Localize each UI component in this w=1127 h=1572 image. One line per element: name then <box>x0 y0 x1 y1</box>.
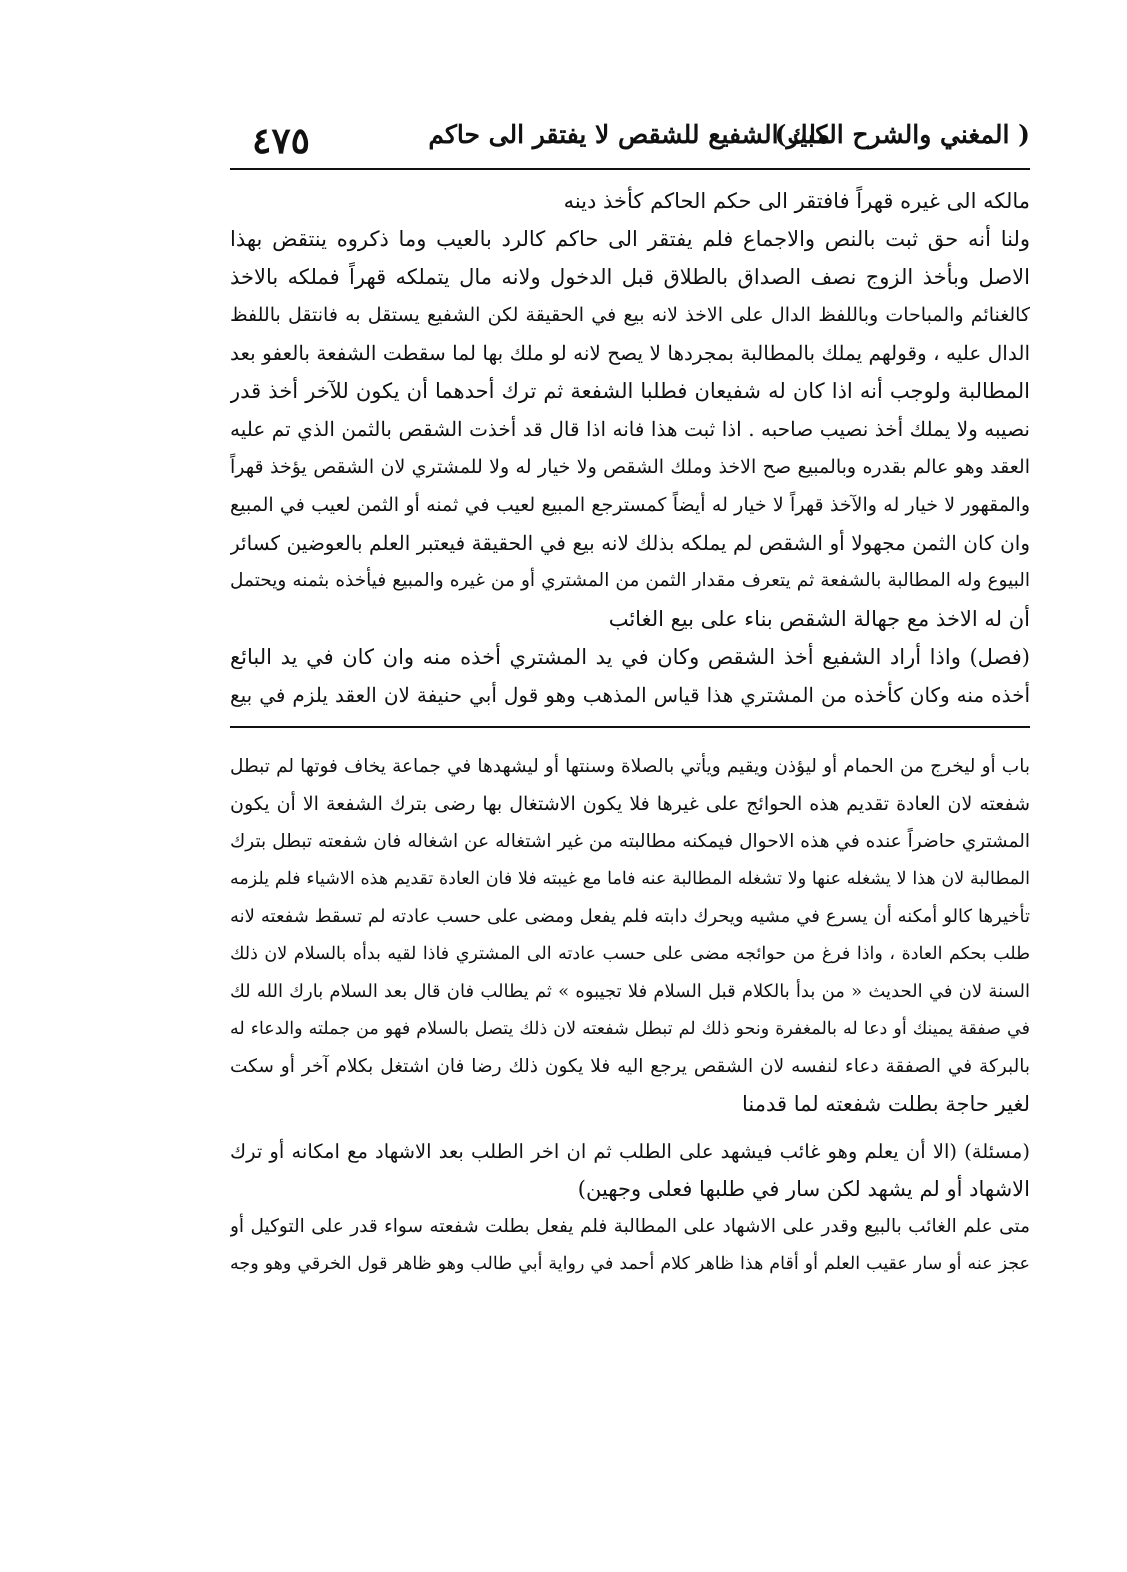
text-line: والمقهور لا خيار له والآخذ قهراً لا خيار له أيضاً كمسترجع المبيع لعيب في ثمنه أو الثمن لعيب في المبيع <box>230 494 1030 516</box>
paragraph-gap <box>230 1123 1030 1133</box>
book-page <box>230 112 1030 1283</box>
text-line: نصيبه ولا يملك أخذ نصيب صاحبه . اذا ثبت هذا فانه اذا قال قد أخذت الشقص بالثمن الذي تم عليه <box>230 417 1030 441</box>
text-line: السنة لان في الحديث « من بدأ بالكلام قبل السلام فلا تجيبوه » ثم يطالب فان قال بعد السلام بارك الله لك <box>230 981 1030 1002</box>
book-title: ( المغني والشرح الكبير) <box>774 120 1030 149</box>
text-line: المطالبة لان هذا لا يشغله عنها ولا تشغله المطالبة عنه فاما مع غيبته فلا فان العادة تقديم هذه الاشياء فلم يلزمه <box>230 868 1030 889</box>
text-line: ولنا أنه حق ثبت بالنص والاجماع فلم يفتقر الى حاكم كالرد بالعيب وما ذكروه ينتقض بهذا <box>230 227 1030 251</box>
text-line: (مسئلة) (الا أن يعلم وهو غائب فيشهد على الطلب ثم ان اخر الطلب بعد الاشهاد مع امكانه أو ترك <box>230 1140 1030 1163</box>
text-line: المطالبة ولوجب أنه اذا كان له شفيعان فطلبا الشفعة ثم ترك أحدهما أن يكون للآخر أخذ قدر <box>230 379 1030 403</box>
text-line: كالغنائم والمباحات وباللفظ الدال على الاخذ لانه بيع في الحقيقة لكن الشفيع يستقل به فانتقل باللفظ <box>230 304 1030 326</box>
text-line: وان كان الثمن مجهولا أو الشقص لم يملكه بذلك لانه بيع في الحقيقة فيعتبر العلم بالعوضين كسائر <box>230 531 1030 555</box>
text-line: مالكه الى غيره قهراً فافتقر الى حكم الحاكم كأخذ دينه <box>563 189 1030 213</box>
text-line: شفعته لان العادة تقديم هذه الحوائج على غيرها فلا يكون الاشتغال بها رضى بترك الشفعة الا أن يكون <box>230 792 1030 815</box>
text-line: البيوع وله المطالبة بالشفعة ثم يتعرف مقدار الثمن من المشتري أو من غيره والمبيع فيأخذه بثمنه ويحتمل <box>230 570 1030 591</box>
text-line: الدال عليه ، وقولهم يملك بالمطالبة بمجردها لا يصح لانه لو ملك بها لما سقطت الشفعة بالعفو بعد <box>230 341 1030 365</box>
text-line: باب أو ليخرج من الحمام أو ليؤذن ويقيم ويأتي بالصلاة وسنتها أو ليشهدها في جماعة يخاف فوتها لم تبطل <box>230 756 1030 777</box>
text-line: المشتري حاضراً عنده في هذه الاحوال فيمكنه مطالبته من غير اشتغاله عن اشغاله فان شفعته تبطل بترك <box>230 831 1030 852</box>
main-text <box>230 182 1030 714</box>
text-line: بالبركة في الصفقة دعاء لنفسه لان الشقص يرجع اليه فلا يكون ذلك رضا فان اشتغل بكلام آخر أو سكت <box>230 1056 1030 1077</box>
text-line: أخذه منه وكان كأخذه من المشتري هذا قياس المذهب وهو قول أبي حنيفة لان العقد يلزم في بيع <box>230 683 1030 707</box>
running-header <box>230 112 1030 166</box>
section-divider <box>230 726 1030 728</box>
text-line: طلب بحكم العادة ، واذا فرغ من حوائجه مضى على حسب عادته الى المشتري فاذا لقيه بدأه بالسلام لان ذلك <box>230 943 1030 964</box>
text-line: تأخيرها كالو أمكنه أن يسرع في مشيه ويحرك دابته فلم يفعل ومضى على حسب عادته لم تسقط شفعته لانه <box>230 906 1030 927</box>
page-number: ٤٧٥ <box>252 120 311 162</box>
text-line: الاصل وبأخذ الزوج نصف الصداق بالطلاق قبل الدخول ولانه مال يتملكه قهراً فملكه بالاخذ <box>230 265 1030 289</box>
text-line: (فصل) واذا أراد الشفيع أخذ الشقص وكان في يد المشتري أخذه منه وان كان في يد البائع <box>230 645 1030 669</box>
text-line: لغير حاجة بطلت شفعته لما قدمنا <box>741 1091 1030 1116</box>
text-line: العقد وهو عالم بقدره وبالمبيع صح الاخذ وملك الشقص ولا خيار له ولا للمشتري لان الشقص يؤخذ قهراً <box>230 456 1030 478</box>
text-line: في صفقة يمينك أو دعا له بالمغفرة ونحو ذلك لم تبطل شفعته لان ذلك يتصل بالسلام فهو من جملته والدعاء له <box>230 1018 1030 1039</box>
header-rule <box>230 168 1030 170</box>
text-line: الاشهاد أو لم يشهد لكن سار في طلبها فعلى وجهين) <box>577 1176 1030 1201</box>
section-title: ملك الشفيع للشقص لا يفتقر الى حاكم <box>428 120 830 149</box>
commentary-text <box>230 748 1030 1283</box>
text-line: عجز عنه أو سار عقيب العلم أو أقام هذا ظاهر كلام أحمد في رواية أبي طالب وهو ظاهر قول الخرقي وهو وجه <box>230 1253 1030 1274</box>
text-line: متى علم الغائب بالبيع وقدر على الاشهاد على المطالبة فلم يفعل بطلت شفعته سواء قدر على التوكيل أو <box>230 1216 1030 1237</box>
text-line: أن له الاخذ مع جهالة الشقص بناء على بيع الغائب <box>608 607 1030 631</box>
